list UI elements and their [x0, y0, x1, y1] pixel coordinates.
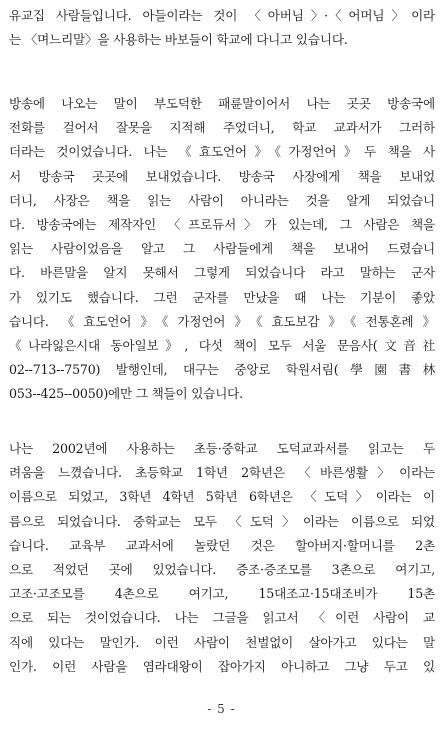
- page-number: - 5 -: [207, 702, 236, 716]
- text-line: 읽는 사람이었음을 알고 그 사람들에게 책을 보내어 드렸습니: [9, 241, 435, 257]
- text-line: 053--425--0050)에만 그 책들이 있습니다.: [9, 386, 243, 402]
- text-line: 습니다. 교육부 교과서에 놀랐던 것은 할아버지·할머니를 2촌: [9, 537, 435, 553]
- text-line: 나는 2002년에 사용하는 초등·중학교 도덕교과서를 읽고는 두: [9, 441, 435, 456]
- text-line: 다. 바른말을 알지 못해서 그렇게 되었습니다 라고 말하는 군자: [9, 265, 435, 281]
- paragraph-3: [9, 437, 435, 679]
- text-line: 는 〈며느리말〉을 사용하는 바보들이 학교에 다니고 있습니다.: [9, 32, 348, 48]
- text-line: 방송에 나오는 말이 부도덕한 패륜말이어서 나는 곳곳 방송국에: [9, 96, 435, 111]
- text-line: 02--713--7570) 발행인데, 대구는 중앙로 학원서림(學園書林: [9, 362, 435, 378]
- text-line: 으로 적었던 곳에 있었습니다. 증조·증조모를 3촌으로 여기고,: [9, 561, 435, 577]
- paragraph-1: [9, 4, 435, 52]
- text-line: 름으로 되었습니다. 중학교는 모두 〈도덕〉이라는 이름으로 되었: [9, 513, 435, 529]
- text-line: 으로 되는 것이었습니다. 나는 그글을 읽고서 〈이런 사람이 교: [9, 610, 435, 626]
- text-line: 인가. 이런 사람을 염라대왕이 잡아가지 아니하고 그냥 두고 있: [9, 658, 435, 674]
- text-line: 직에 있다는 말인가. 이런 사람이 천벌없이 살아가고 있다는 말: [9, 634, 435, 650]
- text-line: 습니다. 《효도언어》《가정언어》《효도보감》《전통혼례》: [9, 313, 435, 329]
- text-line: 서 방송국 곳곳에 보내었습니다. 방송국 사장에게 책을 보내었: [9, 168, 435, 184]
- text-line: 전화를 걸어서 잘못을 지적해 주었더니, 학교 교과서가 그러하: [9, 120, 435, 136]
- text-line: 더라는 것이었습니다. 나는 《효도언어》《가정언어》두 책을 사: [9, 144, 435, 160]
- text-line: 이름으로 되었고, 3학년 4학년 5학년 6학년은 〈도덕〉이라는 이: [9, 489, 435, 505]
- text-line: 려움을 느꼈습니다. 초등학교 1학년 2학년은 〈바른생활〉이라는: [9, 465, 435, 481]
- text-line: 《나라잃은시대 동아일보》, 다섯 책이 모두 서울 문음사(文音社: [9, 337, 435, 353]
- text-line: 고조·고조모를 4촌으로 여기고, 15대조고·15대조비가 15촌: [9, 586, 435, 602]
- text-line: 가 있기도 했습니다. 그런 군자를 만났을 때 나는 기분이 좋았: [9, 289, 435, 305]
- text-line: 더니, 사장은 책을 읽는 사람이 아니라는 것을 알게 되었습니: [9, 192, 435, 208]
- text-line: 다. 방송국에는 제작자인 〈프로듀서〉가 있는데, 그 사람은 책을: [9, 216, 435, 232]
- text-line: 유교집 사람들입니다. 아들이라는 것이 〈아버님〉·〈어머님〉이라: [9, 8, 435, 23]
- paragraph-2: [9, 92, 435, 406]
